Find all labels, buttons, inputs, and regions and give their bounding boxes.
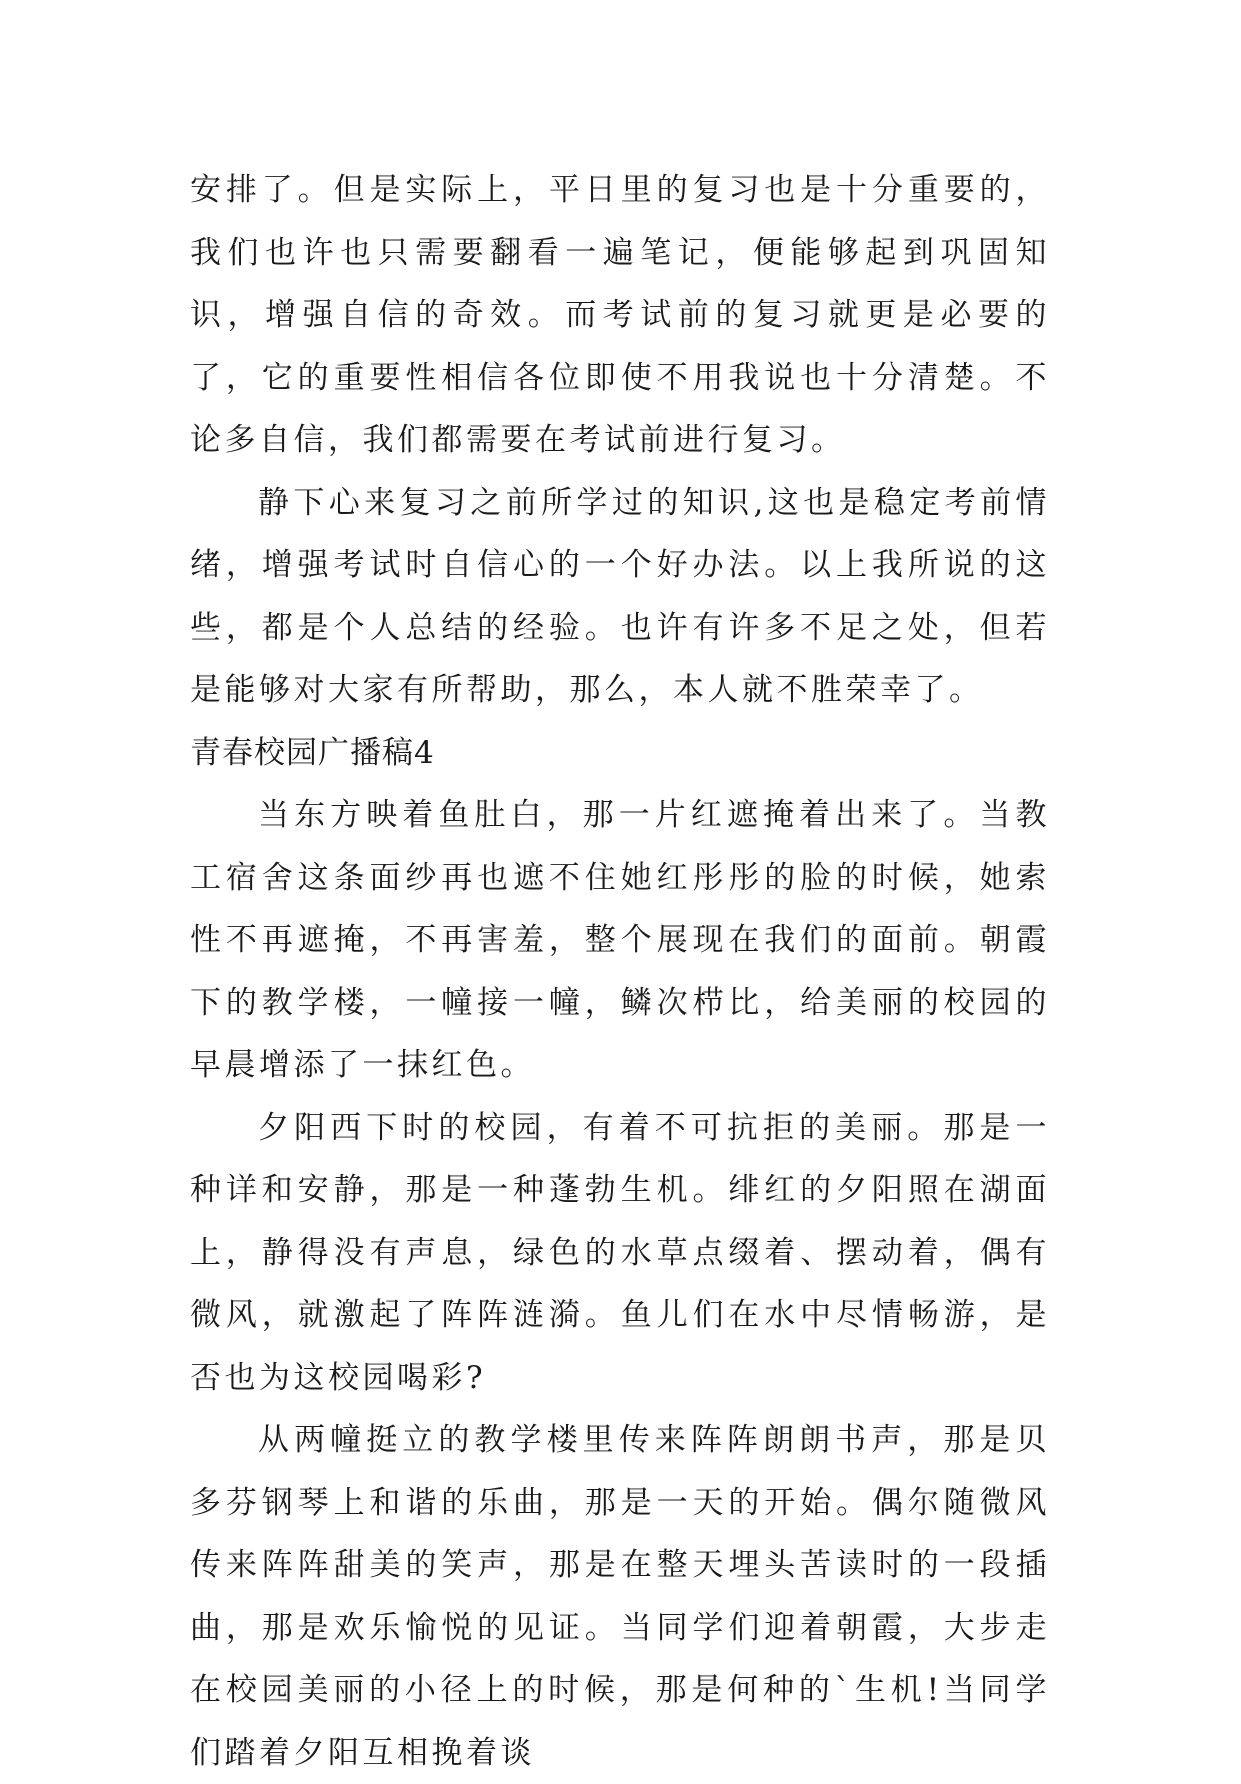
- paragraph-review-summary: 静下心来复习之前所学过的知识,这也是稳定考前情绪，增强考试时自信心的一个好办法。以上我所说的这些，都是个人总结的经验。也许有许多不足之处，但若是能够对大家有所帮助，那么，本人就不胜荣幸了。: [190, 484, 1050, 708]
- document-page: [190, 159, 1050, 1784]
- paragraph-sunset: 夕阳西下时的校园，有着不可抗拒的美丽。那是一种详和安静，那是一种蓬勃生机。绯红的夕阳照在湖面上，静得没有声息，绿色的水草点缀着、摆动着，偶有微风，就激起了阵阵涟漪。鱼儿们在水中尽情畅游，是否也为这校园喝彩?: [190, 1109, 1050, 1396]
- section-heading: 青春校园广播稿4: [190, 734, 435, 771]
- paragraph-review-intro: 安排了。但是实际上，平日里的复习也是十分重要的，我们也许也只需要翻看一遍笔记，便能够起到巩固知识，增强自信的奇效。而考试前的复习就更是必要的了，它的重要性相信各位即使不用我说也十分清楚。不论多自信，我们都需要在考试前进行复习。: [190, 172, 1050, 458]
- paragraph-reading: 从两幢挺立的教学楼里传来阵阵朗朗书声，那是贝多芬钢琴上和谐的乐曲，那是一天的开始。偶尔随微风传来阵阵甜美的笑声，那是在整天埋头苦读时的一段插曲，那是欢乐愉悦的见证。当同学们迎着朝霞，大步走在校园美丽的小径上的时候，那是何种的`生机!当同学们踏着夕阳互相挽着谈: [190, 1422, 1050, 1771]
- paragraph-morning: 当东方映着鱼肚白，那一片红遮掩着出来了。当教工宿舍这条面纱再也遮不住她红彤彤的脸的时候，她索性不再遮掩，不再害羞，整个展现在我们的面前。朝霞下的教学楼，一幢接一幢，鳞次栉比，给美丽的校园的早晨增添了一抹红色。: [190, 797, 1050, 1083]
